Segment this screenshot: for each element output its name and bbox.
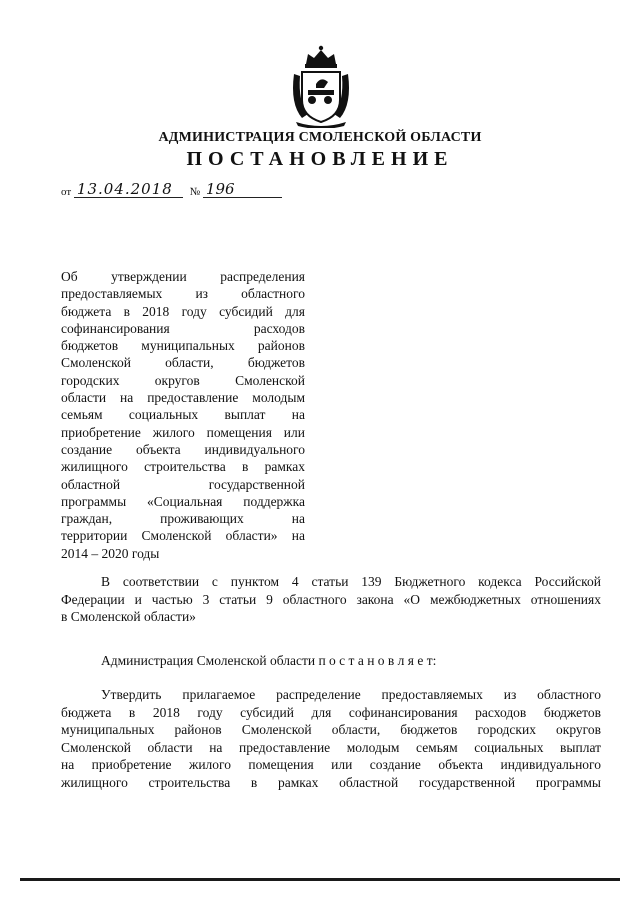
subject-line: бюджетов муниципальных районов	[61, 338, 305, 354]
paragraph-line: жилищного строительства в рамках областной государственной программы	[61, 774, 601, 790]
subject-line: Об утверждении распределения	[61, 269, 305, 284]
subject-line: приобретение жилого помещения или	[61, 424, 305, 440]
subject-line: Смоленской области, бюджетов	[61, 355, 305, 371]
paragraph-line: В соответствии с пунктом 4 статьи 139 Бюджетного кодекса Российской	[101, 574, 601, 589]
document-meta	[61, 181, 282, 198]
paragraph-line: на приобретение жилого помещения или создание объекта индивидуального	[61, 757, 601, 772]
document-type: ПОСТАНОВЛЕНИЕ	[186, 148, 454, 170]
number-prefix: №	[189, 186, 201, 198]
subject-line: семьям социальных выплат на	[61, 407, 305, 423]
paragraph-line: бюджета в 2018 году субсидий для софинансирования расходов бюджетов	[61, 704, 601, 720]
subject-line: жилищного строительства в рамках	[61, 459, 305, 475]
page-bottom-rule	[20, 878, 620, 881]
paragraph-line: Смоленской области на предоставление молодым семьям социальных выплат	[61, 739, 601, 755]
subject-line: софинансирования расходов	[61, 320, 305, 336]
subject-line: граждан, проживающих на	[61, 511, 305, 527]
number-value: 196	[203, 181, 282, 198]
subject-line: создание объекта индивидуального	[61, 441, 305, 457]
subject-line: области на предоставление молодым	[61, 390, 305, 406]
smolensk-coat-of-arms-icon	[288, 44, 354, 128]
paragraph-line: в Смоленской области»	[61, 609, 196, 624]
subject-line: 2014 – 2020 годы	[61, 545, 160, 561]
organization-title: АДМИНИСТРАЦИЯ СМОЛЕНСКОЙ ОБЛАСТИ	[158, 130, 482, 145]
subject-line: предоставляемых из областного	[61, 286, 305, 302]
subject-line: областной государственной	[61, 476, 305, 492]
paragraph-line: Администрация Смоленской области п о с т а н о в л я е т:	[101, 653, 437, 668]
paragraph-line: Федерации и частью 3 статьи 9 областного закона «О межбюджетных отношениях	[61, 591, 601, 607]
paragraph-approval	[61, 686, 601, 791]
document-subject	[61, 268, 305, 562]
date-prefix: от	[61, 186, 72, 198]
paragraph-line: Утвердить прилагаемое распределение предоставляемых из областного	[101, 687, 601, 702]
date-value: 13.04.2018	[74, 181, 183, 198]
subject-line: программы «Социальная поддержка	[61, 493, 305, 509]
subject-line: городских округов Смоленской	[61, 372, 305, 388]
paragraph-resolution	[61, 652, 601, 670]
paragraph-legal-basis	[61, 573, 601, 626]
subject-line: бюджета в 2018 году субсидий для	[61, 303, 305, 319]
paragraph-line: муниципальных районов Смоленской области, бюджетов городских округов	[61, 722, 601, 737]
subject-line: территории Смоленской области» на	[61, 528, 305, 544]
